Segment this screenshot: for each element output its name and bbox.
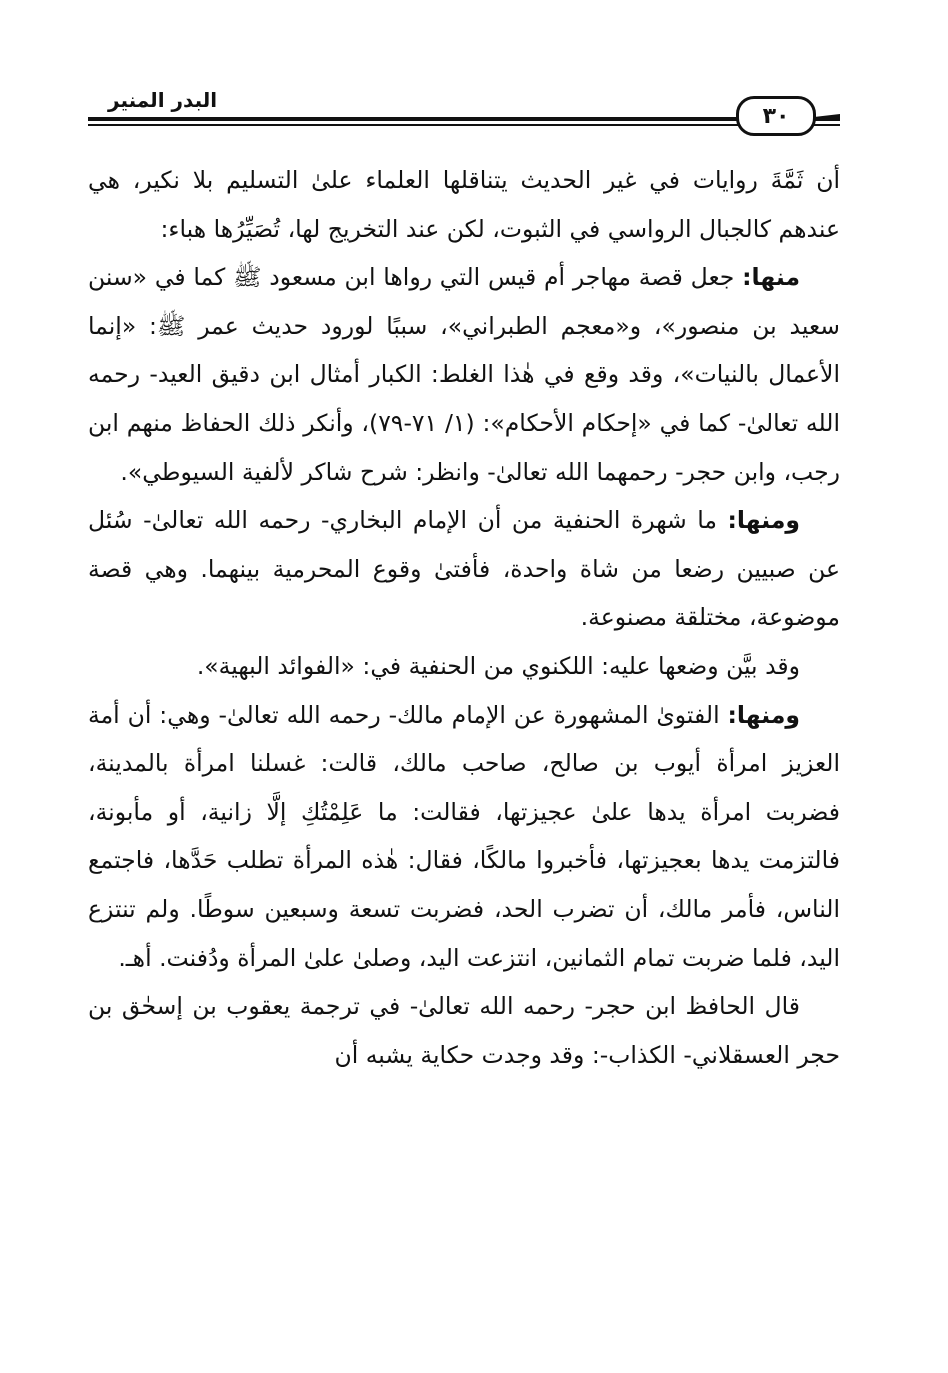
paragraph-5 (88, 691, 840, 983)
paragraph-3 (88, 496, 840, 642)
paragraph-4-text: وقد بيَّن وضعها عليه: اللكنوي من الحنفية في: «الفوائد البهية». (196, 651, 800, 680)
paragraph-5-text: الفتوىٰ المشهورة عن الإمام مالك- رحمه الله تعالىٰ- وهي: أن أمة العزيز امرأة أيوب بن صالح، صاحب مالك، قالت: غسلنا امرأة بالمدينة، فضربت امرأة يدها علىٰ عجيزتها، فقالت: ما عَلِمْتُكِ إلَّا زانية، أو مأبونة، فالتزمت يدها بعجيزتها، فأخبروا مالكًا، فقال: هٰذه المرأة تطلب حَدَّها، فاجتمع الناس، فأمر مالك، أن تضرب الحد، فضربت تسعة وسبعين سوطًا. ولم تنتزع اليد، فلما ضربت تمام الثمانين، انتزعت اليد، وصلىٰ علىٰ المرأة ودُفنت. أهـ. (88, 700, 840, 972)
paragraph-6 (88, 982, 840, 1079)
paragraph-1-text: أن ثَمَّةَ روايات في غير الحديث يتناقلها العلماء علىٰ التسليم بلا نكير، هي عندهم كالجبال الرواسي في الثبوت، لكن عند التخريج لها، تُصَيِّرُها هباء: (88, 166, 840, 243)
paragraph-5-lead: ومنها: (727, 700, 800, 729)
header-rule-thin (88, 124, 840, 126)
paragraph-3-lead: ومنها: (727, 506, 800, 535)
paragraph-6-text: قال الحافظ ابن حجر- رحمه الله تعالىٰ- في ترجمة يعقوب بن إسحٰق بن حجر العسقلاني- الكذاب-: وقد وجدت حكاية يشبه أن (88, 992, 840, 1069)
badge-ornament-icon (814, 112, 840, 122)
running-title: البدر المنير (108, 88, 218, 112)
paragraph-2 (88, 253, 840, 496)
paragraph-3-text: ما شهرة الحنفية من أن الإمام البخاري- رحمه الله تعالىٰ- سُئل عن صبيين رضعا من شاة واحدة، فأفتىٰ وقوع المحرمية بينهما. وهي قصة موضوعة، مختلقة مصنوعة. (88, 506, 840, 632)
paragraph-4 (88, 642, 840, 691)
page-header (88, 84, 840, 134)
page-number: ٣٠ (736, 96, 816, 136)
paragraph-2-text: جعل قصة مهاجر أم قيس التي رواها ابن مسعود ﷺ كما في «سنن سعيد بن منصور»، و«معجم الطبراني»، سببًا لورود حديث عمر ﷺ: «إنما الأعمال بالنيات»، وقد وقع في هٰذا الغلط: الكبار أمثال ابن دقيق العيد- رحمه الله تعالىٰ- كما في «إحكام الأحكام»: (١/ ٧١-٧٩)، وأنكر ذلك الحفاظ منهم ابن رجب، وابن حجر- رحمهما الله تعالىٰ- وانظر: شرح شاكر لألفية السيوطي». (88, 263, 840, 486)
body-text (88, 156, 840, 1079)
paragraph-1 (88, 156, 840, 253)
header-rule-thick (88, 117, 840, 121)
paragraph-2-lead: منها: (742, 263, 800, 292)
